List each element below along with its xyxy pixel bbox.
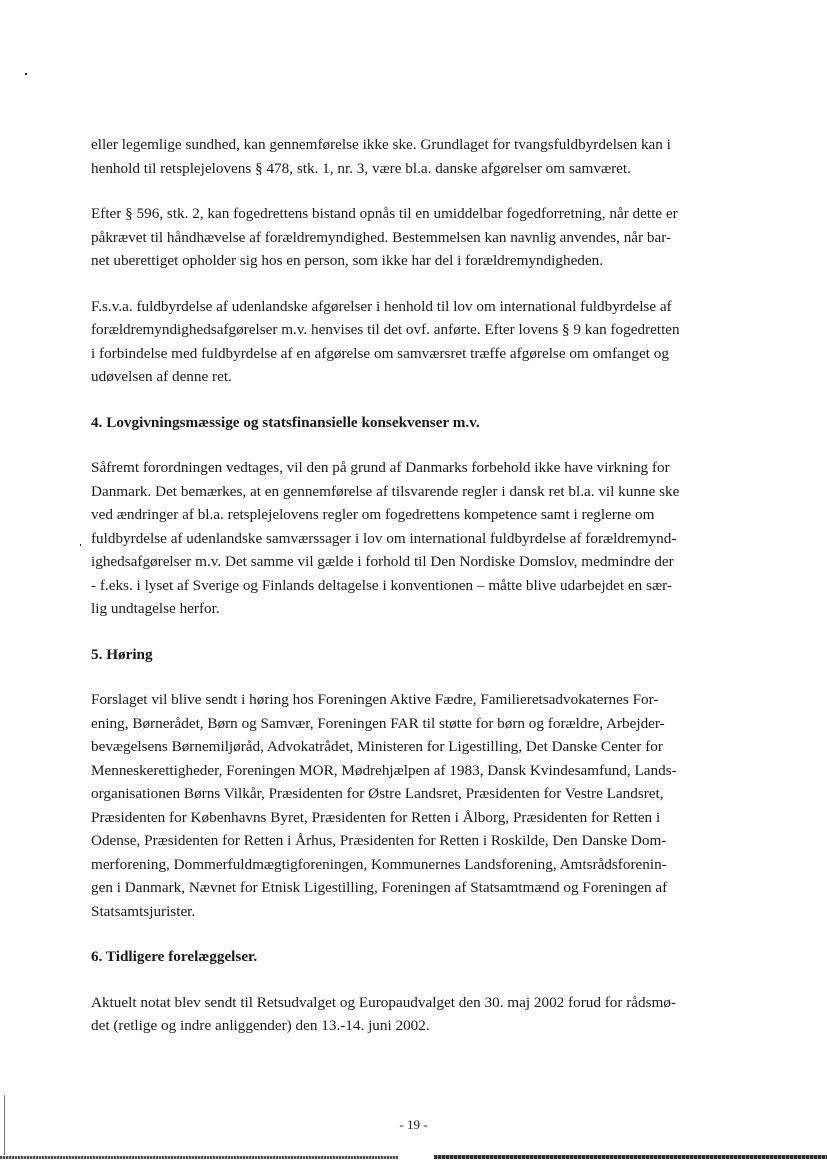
text-line: ved ændringer af bl.a. retsplejelovens regler om fogedrettens kompetence samt i reglerne om <box>91 506 655 523</box>
page-number: - 19 - <box>399 1117 428 1132</box>
text-line: gen i Danmark, Nævnet for Etnisk Ligestilling, Foreningen af Statsamtmænd og Foreningen af <box>91 879 668 896</box>
paragraph-consultation <box>91 688 746 923</box>
text-line: eller legemlige sundhed, kan gennemførelse ikke ske. Grundlaget for tvangsfuldbyrdelsen kan i <box>91 136 671 153</box>
text-line: F.s.v.a. fuldbyrdelse af udenlandske afgørelser i henhold til lov om international fuldbyrdelse af <box>91 297 672 315</box>
scan-bottom-border <box>434 1155 827 1159</box>
text-line: Præsidenten for Københavns Byret, Præsidenten for Retten i Ålborg, Præsidenten for Retten i <box>91 808 661 826</box>
text-line: lig undtagelse herfor. <box>91 600 220 617</box>
paragraph-enforcement-grounds <box>91 133 746 180</box>
text-line: fuldbyrdelse af udenlandske samværssager i lov om international fuldbyrdelse af forældremynd- <box>91 529 677 547</box>
text-line: merforening, Dommerfuldmægtigforeningen, Kommunernes Landsforening, Amtsrådsforenin- <box>91 855 667 873</box>
paragraph-previous-submissions <box>91 991 746 1038</box>
scan-speck <box>25 73 27 75</box>
text-line: det (retlige og indre anliggender) den 13.-14. juni 2002. <box>91 1017 430 1034</box>
section-heading-5: 5. Høring <box>91 645 153 663</box>
text-line: Efter § 596, stk. 2, kan fogedrettens bistand opnås til en umiddelbar fogedforretning, når dette er <box>91 205 678 222</box>
text-line: henhold til retsplejelovens § 478, stk. 1, nr. 3, være bl.a. danske afgørelser om samværet. <box>91 159 631 177</box>
text-line: Forslaget vil blive sendt i høring hos Foreningen Aktive Fædre, Familieretsadvokaternes For- <box>91 691 659 708</box>
paragraph-foreign-decisions <box>91 295 746 389</box>
text-line: udøvelsen af denne ret. <box>91 368 232 385</box>
text-line: organisationen Børns Vilkår, Præsidenten for Østre Landsret, Præsidenten for Vestre Landsret, <box>91 785 664 802</box>
text-line: - f.eks. i lyset af Sverige og Finlands deltagelse i konventionen – måtte blive udarbejdet en sær- <box>91 576 672 594</box>
text-line: bevægelsens Børnemiljøråd, Advokatrådet, Ministeren for Ligestilling, Det Danske Center for <box>91 738 663 755</box>
text-line: Danmark. Det bemærkes, at en gennemførelse af tilsvarende regler i dansk ret bl.a. vil kunne ske <box>91 482 680 500</box>
text-line: Statsamtsjurister. <box>91 902 196 920</box>
text-line: Menneskerettigheder, Foreningen MOR, Mødrehjælpen af 1983, Dansk Kvindesamfund, Lands- <box>91 761 677 779</box>
paragraph-section-596 <box>91 202 746 273</box>
scan-edge-line <box>4 1095 5 1155</box>
document-body <box>91 133 746 1038</box>
paragraph-legislative-consequences <box>91 456 746 621</box>
text-line: Såfremt forordningen vedtages, vil den på grund af Danmarks forbehold ikke have virkning for <box>91 459 670 476</box>
section-heading-4: 4. Lovgivningsmæssige og statsfinansielle konsekvenser m.v. <box>91 413 480 431</box>
text-line: ening, Børnerådet, Børn og Samvær, Foreningen FAR til støtte for børn og forældre, Arbejder- <box>91 714 665 732</box>
text-line: i forbindelse med fuldbyrdelse af en afgørelse om samværsret træffe afgørelse om omfanget og <box>91 344 669 362</box>
text-line: ighedsafgørelser m.v. Det samme vil gælde i forhold til Den Nordiske Domslov, medmindre der <box>91 553 674 570</box>
text-line: Aktuelt notat blev sendt til Retsudvalget og Europaudvalget den 30. maj 2002 forud for rådsmø- <box>91 993 677 1011</box>
text-line: net uberettiget opholder sig hos en person, som ikke har del i forældremyndigheden. <box>91 252 604 269</box>
text-line: Odense, Præsidenten for Retten i Århus, Præsidenten for Retten i Roskilde, Den Danske Dom- <box>91 832 667 849</box>
text-line: påkrævet til håndhævelse af forældremyndighed. Bestemmelsen kan navnlig anvendes, når bar- <box>91 228 672 246</box>
text-line: forældremyndighedsafgørelser m.v. henvises til det ovf. anførte. Efter lovens § 9 kan fogedretten <box>91 321 680 338</box>
scan-speck <box>80 544 81 546</box>
section-heading-6: 6. Tidligere forelæggelser. <box>91 948 258 965</box>
scan-bottom-border <box>0 1156 398 1159</box>
